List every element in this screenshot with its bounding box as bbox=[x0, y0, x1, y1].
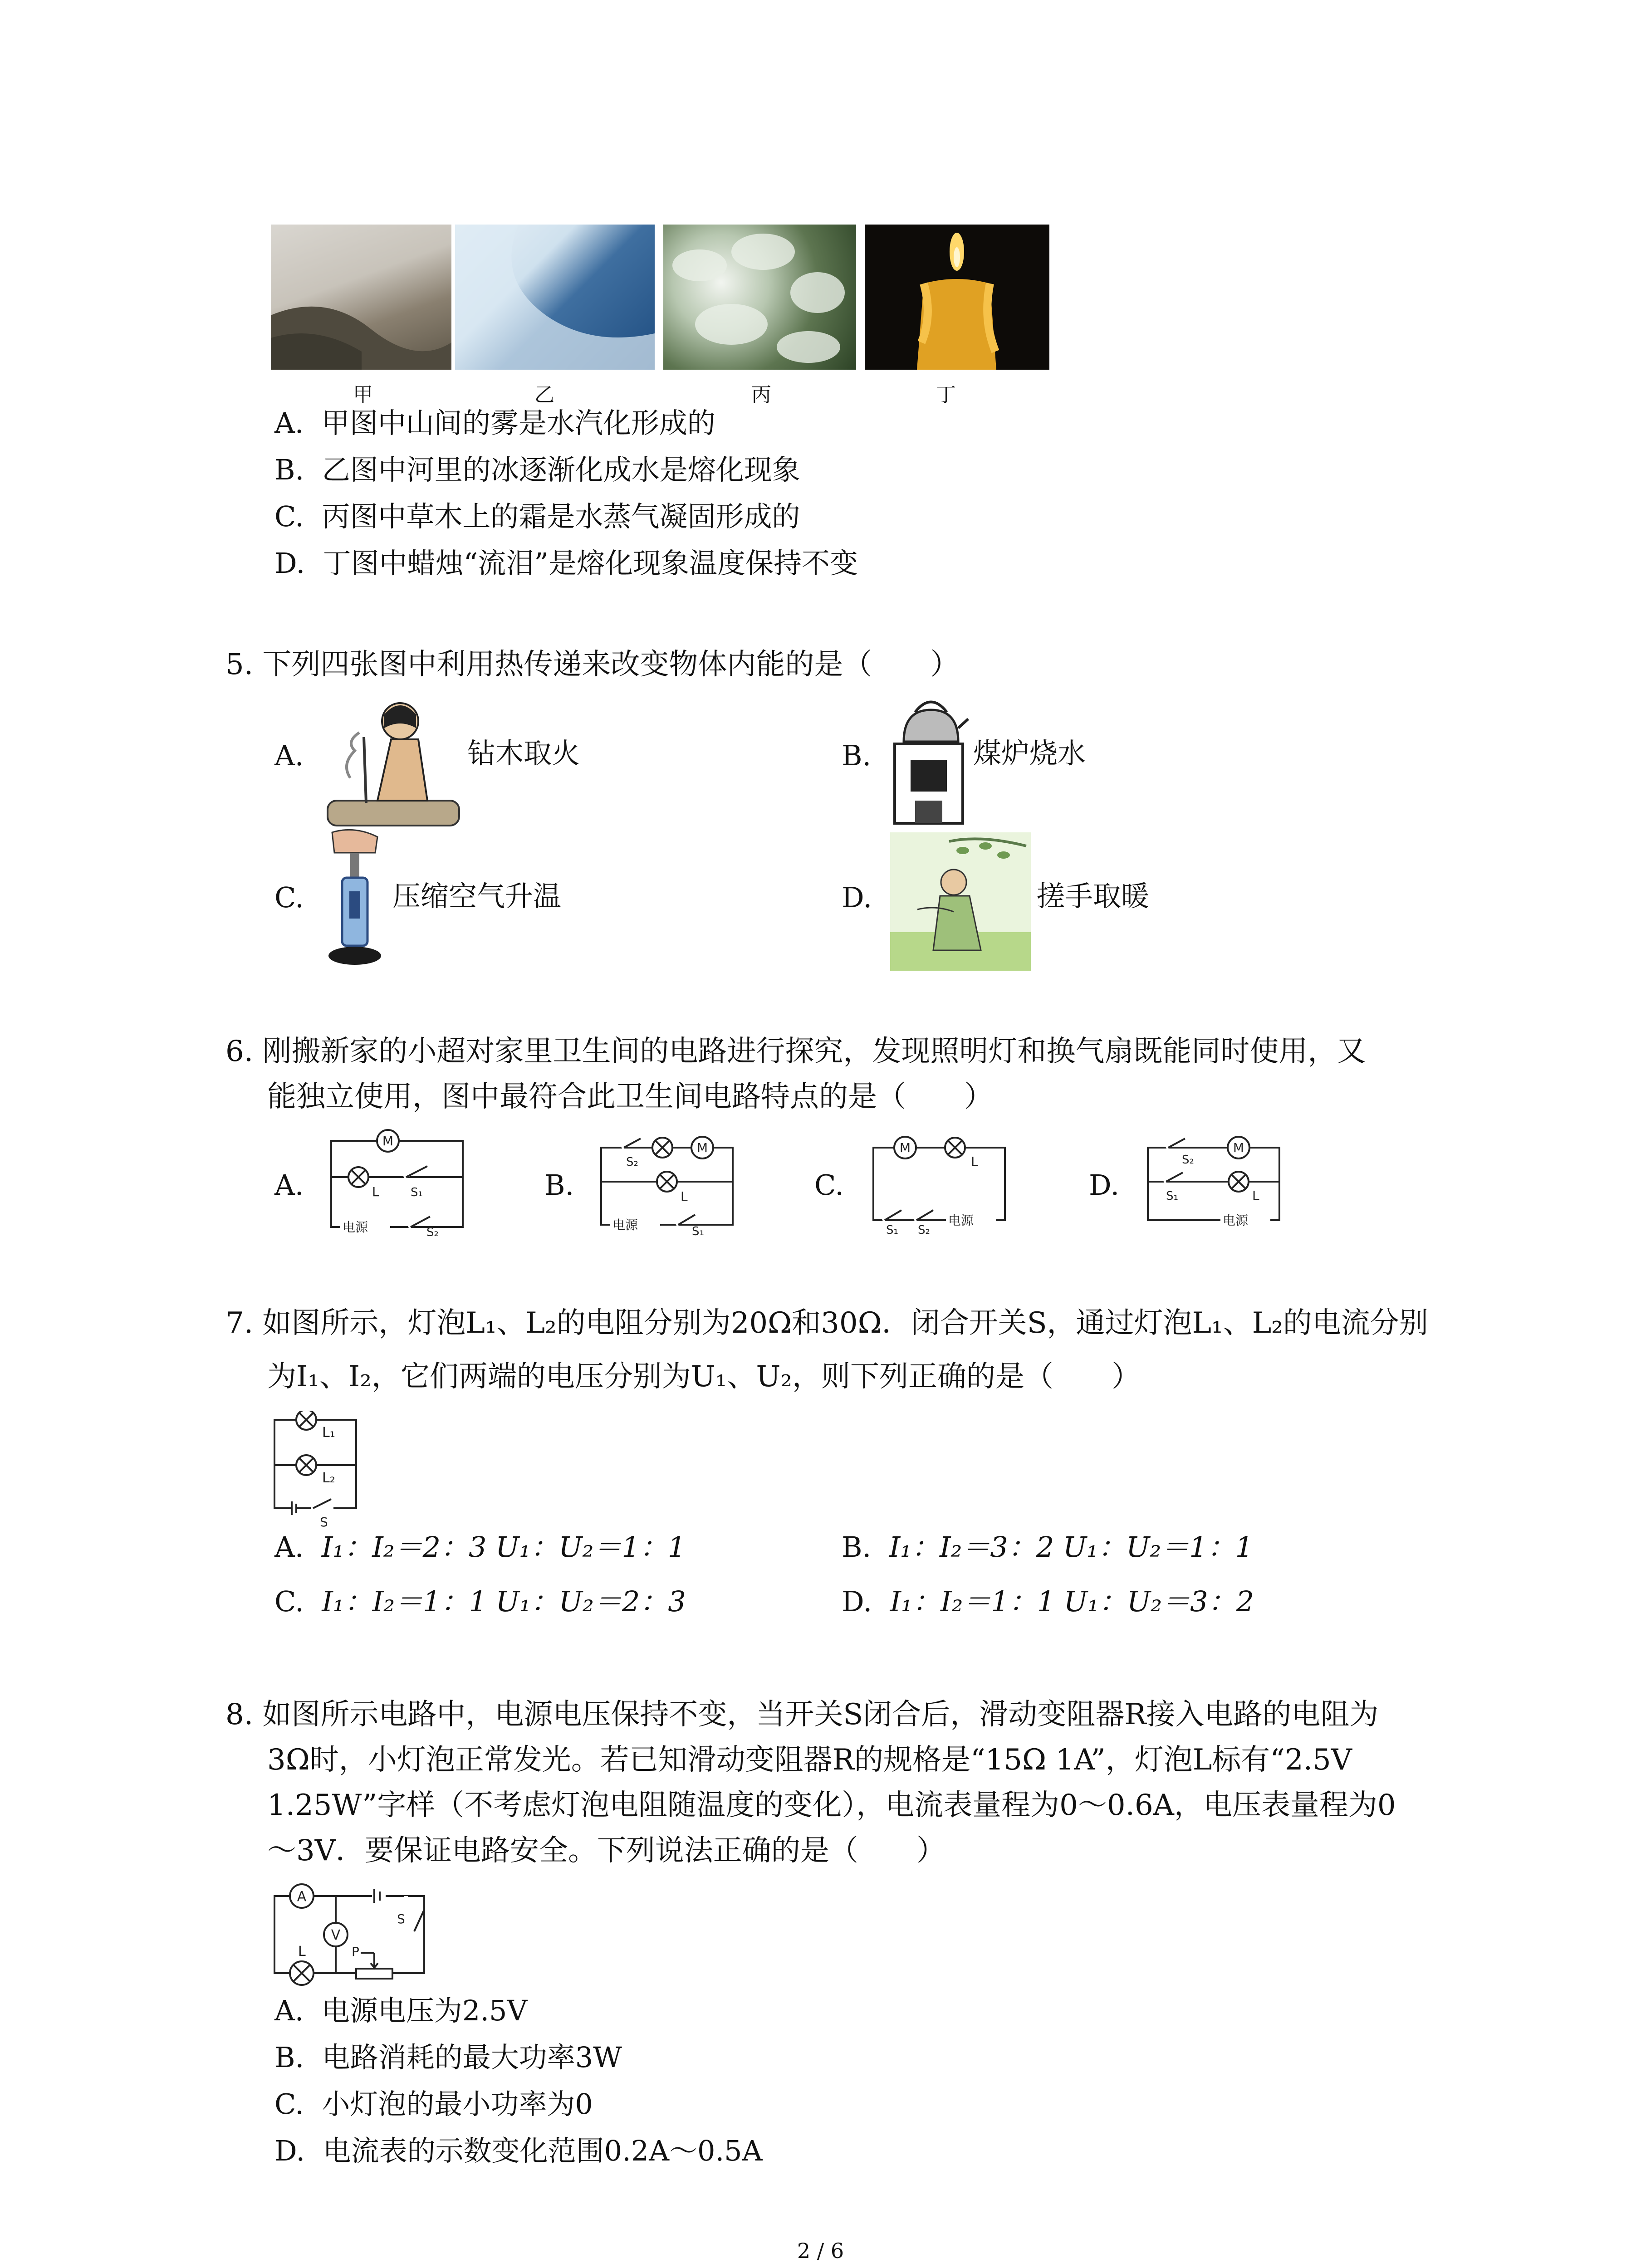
q7-option-c[interactable]: C. I₁：I₂＝1：1 U₁：U₂＝2：3 bbox=[274, 1585, 686, 1618]
q4-option-a[interactable]: A. 甲图中山间的雾是水汽化形成的 bbox=[274, 406, 715, 440]
photo-fog-mountain bbox=[271, 225, 451, 370]
illustration-drilling-wood bbox=[323, 696, 464, 832]
label-s2: S₂ bbox=[1182, 1153, 1194, 1167]
label-lamp-l: L bbox=[298, 1944, 306, 1960]
label-s2: S₂ bbox=[626, 1155, 638, 1169]
q8-option-d[interactable]: D. 电流表的示数变化范围0.2A～0.5A bbox=[274, 2134, 763, 2167]
q4-option-b[interactable]: B. 乙图中河里的冰逐渐化成水是熔化现象 bbox=[274, 453, 800, 486]
label-voltmeter: V bbox=[331, 1927, 341, 1943]
circuit-diagram-b bbox=[594, 1123, 740, 1236]
q5-option-d-text: 搓手取暖 bbox=[1037, 880, 1150, 913]
label-switch-s: S bbox=[397, 1911, 405, 1926]
label-lamp: L bbox=[971, 1154, 978, 1169]
caption-jia: 甲 bbox=[353, 383, 373, 406]
q5-option-d-label[interactable]: D. bbox=[842, 881, 872, 914]
q4-option-c[interactable]: C. 丙图中草木上的霜是水蒸气凝固形成的 bbox=[274, 500, 800, 533]
label-s2: S₂ bbox=[918, 1223, 930, 1236]
label-s1: S₁ bbox=[886, 1223, 898, 1236]
circuit-diagram-a bbox=[322, 1123, 472, 1236]
q4-option-d[interactable]: D. 丁图中蜡烛“流泪”是熔化现象温度保持不变 bbox=[274, 547, 858, 580]
label-switch-s: S bbox=[320, 1515, 328, 1529]
label-s1: S₁ bbox=[411, 1186, 423, 1199]
circuit-diagram-q8 bbox=[270, 1878, 433, 1987]
q6-option-c[interactable]: C. bbox=[814, 1168, 844, 1202]
label-power: 电源 bbox=[612, 1217, 638, 1232]
label-power: 电源 bbox=[1223, 1213, 1249, 1228]
photo-melting-ice-river bbox=[455, 225, 655, 370]
page-number: 2 / 6 bbox=[797, 2239, 844, 2263]
label-motor: M bbox=[382, 1134, 394, 1149]
q5-option-c-label[interactable]: C. bbox=[274, 881, 304, 914]
label-motor: M bbox=[696, 1140, 708, 1155]
q5-stem: 5. 下列四张图中利用热传递来改变物体内能的是（ ） bbox=[225, 648, 960, 681]
label-lamp: L bbox=[681, 1189, 688, 1204]
circuit-diagram-q7 bbox=[270, 1411, 361, 1529]
label-power: 电源 bbox=[343, 1220, 368, 1235]
q8-stem: 8. 如图所示电路中，电源电压保持不变，当开关S闭合后，滑动变阻器R接入电路的电阻为 3Ω时，小灯泡正常发光。若已知滑动变阻器R的规格是“15Ω 1A”，灯泡L标有“2.5V 1.25W”字样（不考虑灯泡电阻随温度的变化），电流表量程为0～0.6A，电压表量程为0 ～3V．要保证电路安全。下列说法正确的是（ ） bbox=[225, 1698, 1396, 1867]
q7-option-a[interactable]: A. I₁：I₂＝2：3 U₁：U₂＝1：1 bbox=[274, 1530, 686, 1564]
illustration-rubbing-hands bbox=[890, 832, 1031, 971]
label-l1: L₁ bbox=[322, 1425, 335, 1441]
label-l2: L₂ bbox=[322, 1470, 335, 1486]
label-ammeter: A bbox=[297, 1889, 307, 1905]
q6-stem: 6. 刚搬新家的小超对家里卫生间的电路进行探究，发现照明灯和换气扇既能同时使用，又 能独立使用，图中最符合此卫生间电路特点的是（ ） bbox=[225, 1035, 1366, 1114]
q5-option-b-label[interactable]: B. bbox=[842, 739, 872, 772]
photo-frost-on-leaves bbox=[663, 225, 856, 370]
illustration-air-compression-tube bbox=[323, 828, 387, 966]
q6-option-a[interactable]: A. bbox=[274, 1168, 304, 1202]
q7-option-d[interactable]: D. I₁：I₂＝1：1 U₁：U₂＝3：2 bbox=[842, 1585, 1254, 1618]
label-s1: S₁ bbox=[692, 1225, 704, 1236]
label-motor: M bbox=[899, 1140, 911, 1155]
label-slider-p: P bbox=[352, 1944, 359, 1959]
caption-ding: 丁 bbox=[936, 383, 956, 406]
q5-option-c-text: 压缩空气升温 bbox=[392, 880, 562, 913]
q5-option-b-text: 煤炉烧水 bbox=[973, 737, 1086, 770]
label-power: 电源 bbox=[948, 1213, 974, 1228]
label-s1: S₁ bbox=[1166, 1189, 1178, 1203]
q5-option-a-label[interactable]: A. bbox=[274, 739, 304, 772]
illustration-coal-stove-kettle bbox=[890, 692, 970, 828]
label-lamp: L bbox=[1252, 1188, 1259, 1203]
label-motor: M bbox=[1233, 1140, 1244, 1155]
caption-bing: 丙 bbox=[751, 383, 771, 406]
q7-stem: 7. 如图所示，灯泡L₁、L₂的电阻分别为20Ω和30Ω．闭合开关S，通过灯泡L₁、L₂的电流分别 为I₁、I₂，它们两端的电压分别为U₁、U₂，则下列正确的是（ ） bbox=[225, 1306, 1428, 1393]
label-lamp: L bbox=[372, 1184, 379, 1199]
q6-option-b[interactable]: B. bbox=[544, 1168, 574, 1202]
circuit-diagram-d bbox=[1139, 1123, 1288, 1236]
q5-option-a-text: 钻木取火 bbox=[467, 737, 580, 770]
q7-option-b[interactable]: B. I₁：I₂＝3：2 U₁：U₂＝1：1 bbox=[842, 1530, 1254, 1564]
photo-melting-candle bbox=[865, 225, 1049, 370]
q8-option-c[interactable]: C. 小灯泡的最小功率为0 bbox=[274, 2087, 593, 2121]
label-s2: S₂ bbox=[426, 1226, 439, 1236]
q6-option-d[interactable]: D. bbox=[1089, 1168, 1120, 1202]
q8-option-a[interactable]: A. 电源电压为2.5V bbox=[274, 1994, 528, 2027]
caption-yi: 乙 bbox=[534, 383, 554, 406]
q8-option-b[interactable]: B. 电路消耗的最大功率3W bbox=[274, 2041, 622, 2074]
circuit-diagram-c bbox=[864, 1123, 1014, 1236]
